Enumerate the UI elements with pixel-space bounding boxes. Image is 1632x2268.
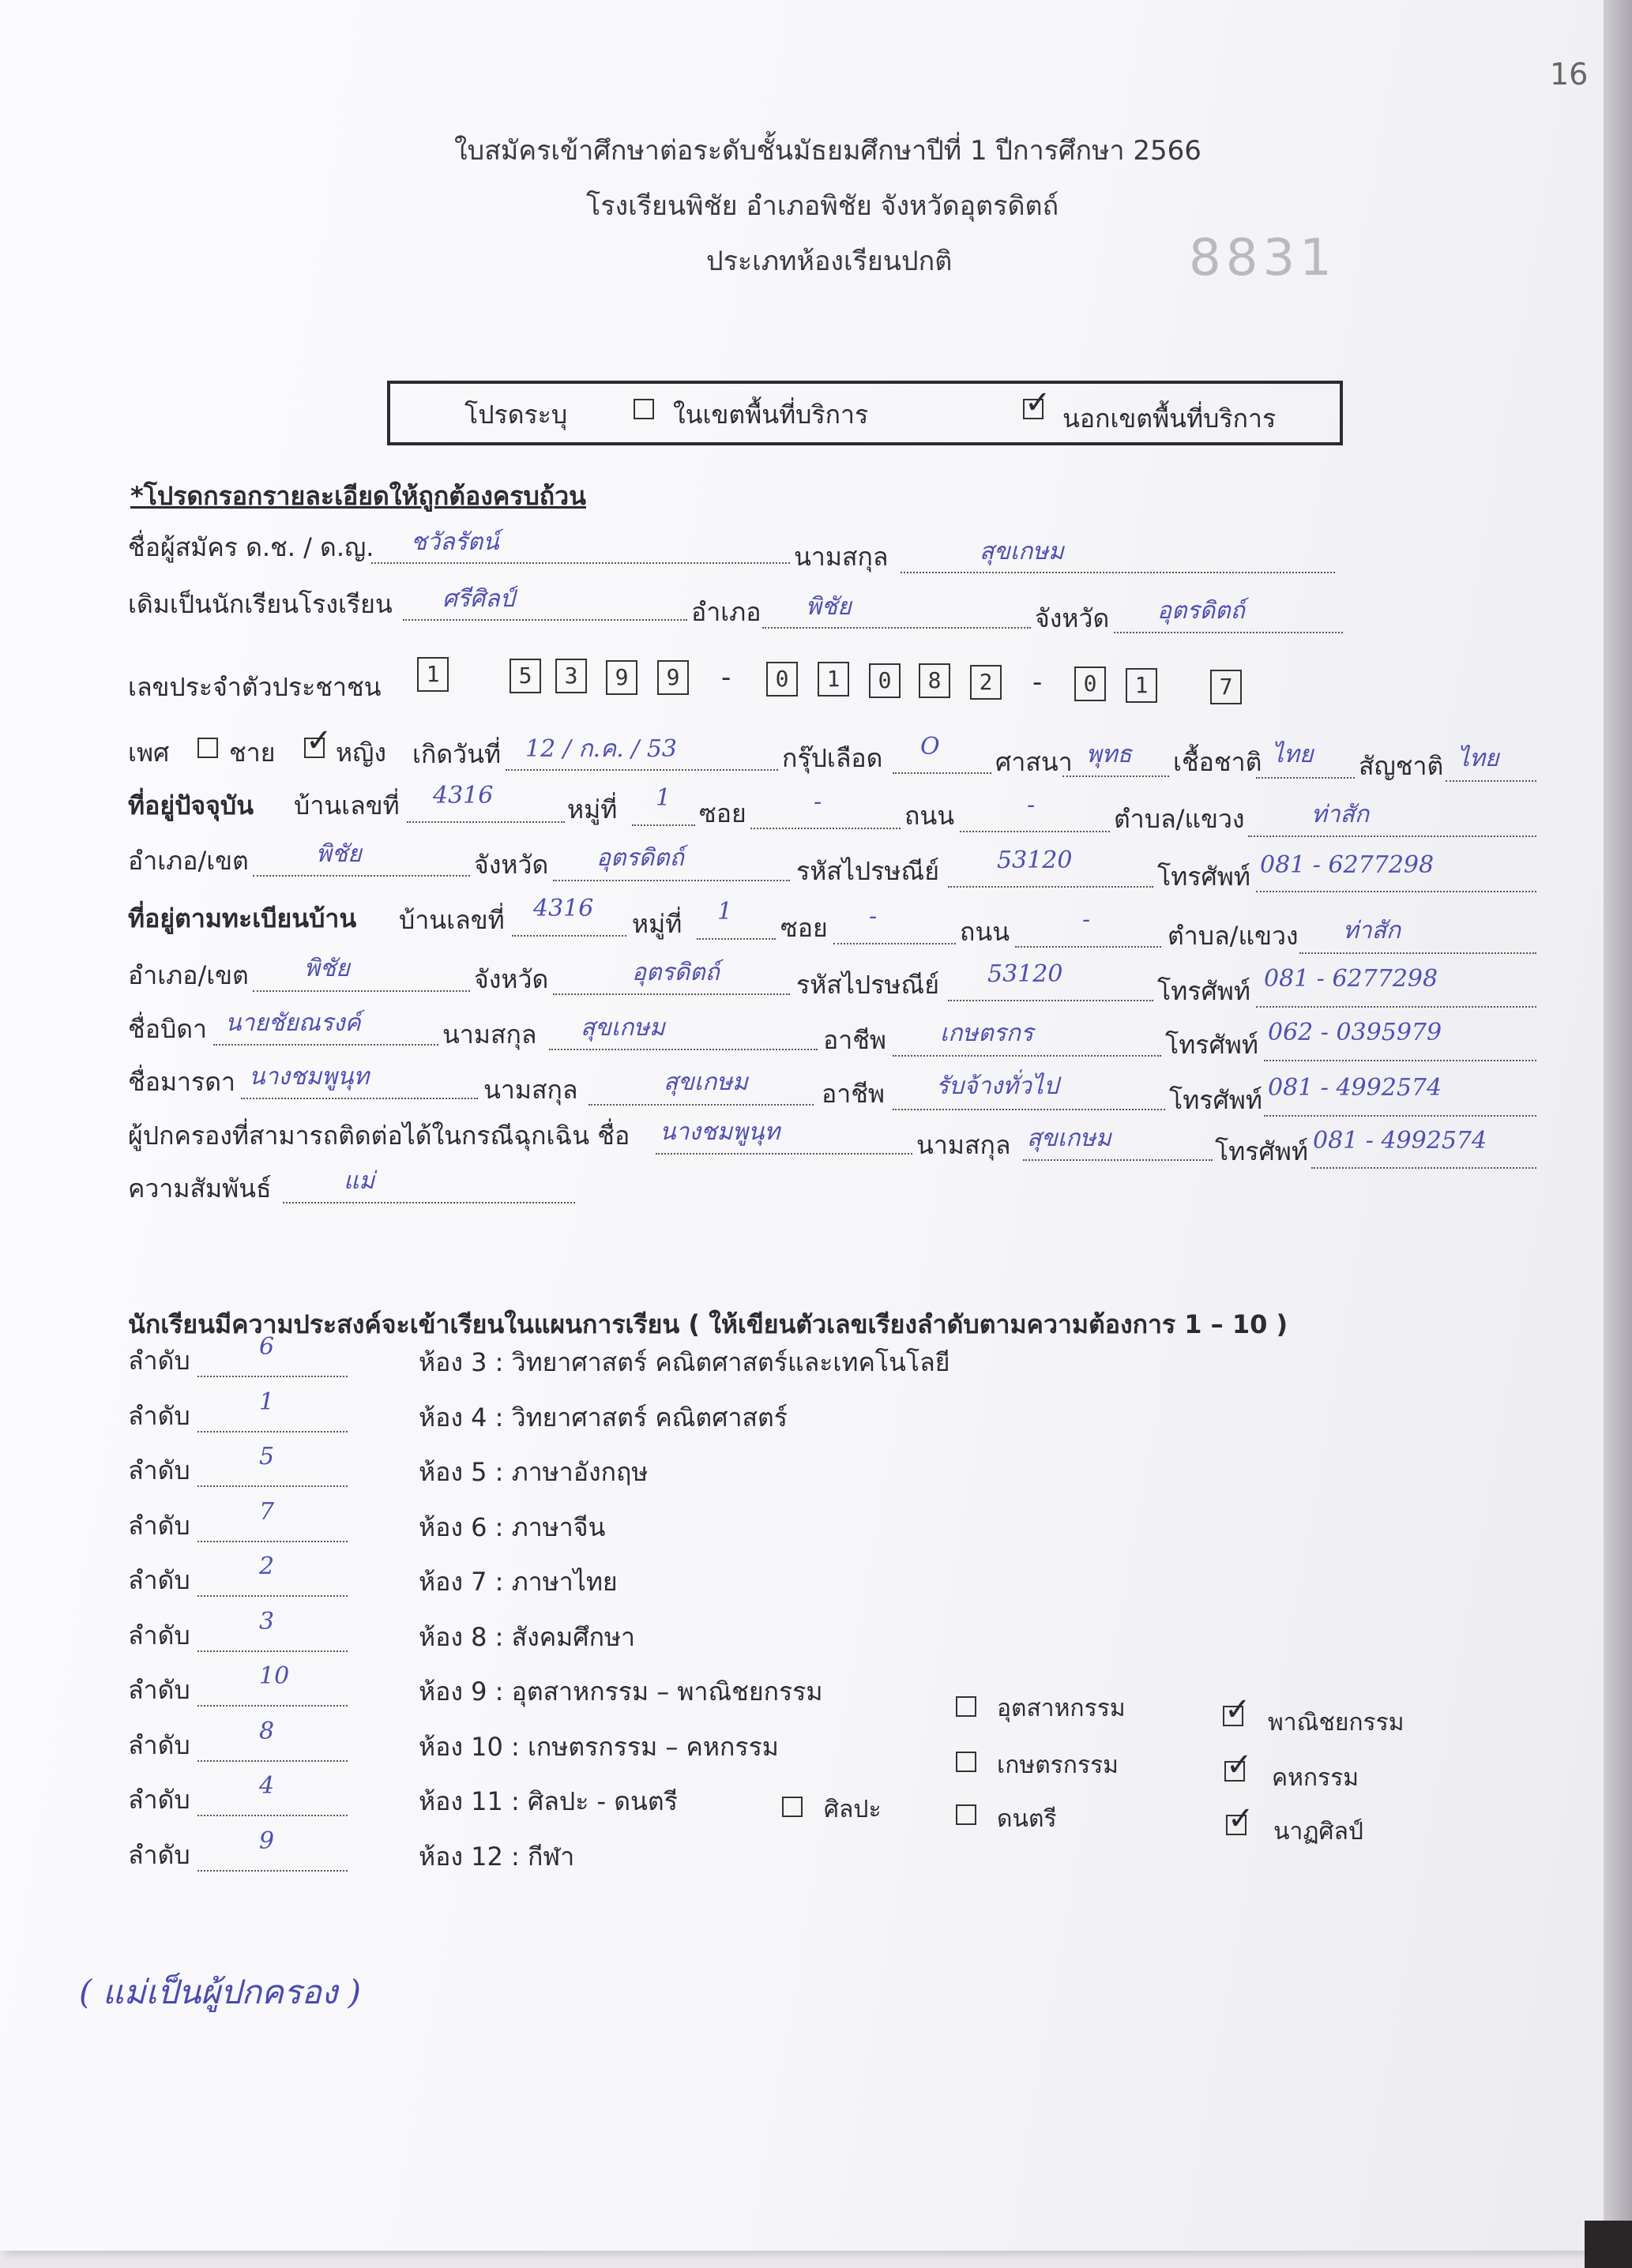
program-rank-label: ลำดับ xyxy=(128,1785,190,1815)
dob-line xyxy=(506,769,778,771)
id-separator: - xyxy=(721,662,731,693)
mother-surname-value[interactable]: สุขเกษม xyxy=(664,1068,748,1096)
program-rank-label: ลำดับ xyxy=(128,1565,190,1595)
registered-phone-line xyxy=(1256,1006,1536,1008)
current-postcode-line xyxy=(948,886,1153,888)
registered-postcode-label: รหัสไปรษณีย์ xyxy=(796,970,939,1000)
in-area-checkbox[interactable] xyxy=(634,399,654,419)
program-room xyxy=(419,1398,788,1438)
id-digit-box[interactable]: 0 xyxy=(766,662,798,697)
current-phone-value[interactable]: 081 - 6277298 xyxy=(1260,851,1435,879)
out-area-label: นอกเขตพื้นที่บริการ xyxy=(1062,404,1277,434)
program-rank-line xyxy=(197,1650,348,1652)
program-rank-label: ลำดับ xyxy=(128,1455,190,1485)
background-corner xyxy=(1585,2221,1632,2268)
current-district-value[interactable]: พิชัย xyxy=(316,840,362,868)
guardian-surname-label: นามสกุล xyxy=(916,1130,1011,1160)
program-rank-value[interactable]: 10 xyxy=(259,1662,290,1690)
id-digit-box[interactable]: 2 xyxy=(970,665,1002,700)
program-rank-label: ลำดับ xyxy=(128,1730,190,1760)
registered-address-title: ที่อยู่ตามทะเบียนบ้าน xyxy=(128,903,357,933)
relation-line xyxy=(283,1202,575,1203)
program-room-number: 4 xyxy=(471,1402,487,1433)
registered-postcode-value[interactable]: 53120 xyxy=(987,960,1063,988)
mother-phone-value[interactable]: 081 - 4992574 xyxy=(1268,1074,1442,1102)
id-digit-box[interactable]: 1 xyxy=(1126,668,1157,703)
program-room-label: ห้อง xyxy=(419,1347,463,1377)
current-province-label: จังหวัด xyxy=(474,850,549,880)
program-room xyxy=(419,1782,678,1822)
registered-soi-line xyxy=(833,943,956,944)
program-room xyxy=(419,1562,618,1602)
registered-road-line xyxy=(1015,946,1161,948)
guardian-phone-line xyxy=(1311,1167,1536,1169)
registered-house-label: บ้านเลขที่ xyxy=(399,905,505,935)
program-rank-value[interactable]: 2 xyxy=(259,1553,275,1580)
program-rank-label: ลำดับ xyxy=(128,1511,190,1541)
program-room-number: 12 xyxy=(471,1842,503,1872)
program-room xyxy=(419,1727,779,1767)
applicant-name-line xyxy=(371,562,790,564)
nationality-label: สัญชาติ xyxy=(1359,751,1444,781)
dob-label: เกิดวันที่ xyxy=(412,739,502,769)
program-colon: : xyxy=(487,1677,512,1707)
header-type: ประเภทห้องเรียนปกติ xyxy=(706,246,953,277)
school-district-line xyxy=(762,627,1031,629)
in-area-label: ในเขตพื้นที่บริการ xyxy=(673,400,869,430)
music-checkbox[interactable] xyxy=(956,1804,976,1825)
current-moo-value[interactable]: 1 xyxy=(656,784,671,812)
religion-value[interactable]: พุทธ xyxy=(1086,741,1132,768)
program-rank-line xyxy=(197,1431,348,1433)
school-line xyxy=(403,619,687,621)
industry-option-label: อุตสาหกรรม xyxy=(997,1695,1126,1722)
program-name: ภาษาจีน xyxy=(511,1512,606,1542)
mother-job-label: อาชีพ xyxy=(822,1079,885,1109)
applicant-name-label: ชื่อผู้สมัคร ด.ช. / ด.ญ. xyxy=(128,532,374,562)
registered-district-label: อำเภอ/เขต xyxy=(128,960,249,990)
sex-label: เพศ xyxy=(128,738,170,768)
id-digit-box[interactable]: 1 xyxy=(417,657,449,692)
industry-checkbox[interactable] xyxy=(956,1696,976,1717)
id-digit-box[interactable]: 1 xyxy=(818,662,849,697)
header-title: ใบสมัครเข้าศึกษาต่อระดับชั้นมัธยมศึกษาปีที่ 1 ปีการศึกษา 2566 xyxy=(454,135,1201,167)
nationality-line xyxy=(1446,780,1536,782)
current-soi-value[interactable]: - xyxy=(814,788,822,816)
blood-value[interactable]: O xyxy=(920,733,940,760)
school-province-value[interactable]: อุตรดิตถ์ xyxy=(1157,597,1245,625)
program-room xyxy=(419,1342,949,1383)
program-rank-value[interactable]: 5 xyxy=(259,1443,275,1470)
program-room-number: 8 xyxy=(471,1622,487,1652)
registered-postcode-line xyxy=(948,1000,1153,1001)
id-digit-box[interactable]: 0 xyxy=(1074,667,1106,701)
program-room-label: ห้อง xyxy=(419,1732,463,1762)
father-job-line xyxy=(893,1055,1161,1057)
program-room-label: ห้อง xyxy=(419,1677,463,1707)
registered-province-label: จังหวัด xyxy=(474,964,549,994)
registered-road-value[interactable]: - xyxy=(1082,906,1091,933)
guardian-name-line xyxy=(656,1153,912,1155)
school-province-line xyxy=(1114,632,1343,633)
program-name: ภาษาไทย xyxy=(511,1567,618,1597)
mother-surname-line xyxy=(588,1104,814,1106)
guardian-phone-value[interactable]: 081 - 4992574 xyxy=(1313,1127,1487,1155)
program-room xyxy=(419,1672,822,1712)
program-rank-label: ลำดับ xyxy=(128,1675,190,1705)
current-moo-label: หมู่ที่ xyxy=(567,794,618,824)
program-room-number: 7 xyxy=(471,1567,487,1597)
registered-house-line xyxy=(512,935,626,937)
program-rank-value[interactable]: 1 xyxy=(259,1388,275,1416)
program-colon: : xyxy=(502,1732,528,1762)
program-colon: : xyxy=(487,1457,512,1487)
music-option-label: ดนตรี xyxy=(997,1805,1057,1833)
program-name: วิทยาศาสตร์ คณิตศาสตร์และเทคโนโลยี xyxy=(511,1347,950,1377)
mother-label: ชื่อมารดา xyxy=(128,1067,235,1097)
handwritten-note: ( แม่เป็นผู้ปกครอง ) xyxy=(79,1973,362,2011)
program-name: ภาษาอังกฤษ xyxy=(511,1457,649,1487)
id-digit-box[interactable]: 7 xyxy=(1210,670,1242,704)
program-room-number: 6 xyxy=(471,1512,487,1542)
school-district-label: อำเภอ xyxy=(691,597,761,627)
programs-title: นักเรียนมีความประสงค์จะเข้าเรียนในแผนการเรียน ( ให้เขียนตัวเลขเรียงลำดับตามความต้องการ 1 – 10 ) xyxy=(128,1309,1288,1339)
school-value[interactable]: ศรีศิลป์ xyxy=(442,585,515,613)
program-colon: : xyxy=(487,1567,512,1597)
father-label: ชื่อบิดา xyxy=(128,1014,207,1044)
religion-label: ศาสนา xyxy=(995,747,1073,777)
current-house-label: บ้านเลขที่ xyxy=(294,790,400,820)
program-room xyxy=(419,1617,635,1658)
relation-label: ความสัมพันธ์ xyxy=(128,1173,272,1203)
program-rank-label: ลำดับ xyxy=(128,1620,190,1650)
id-digit-box[interactable]: 9 xyxy=(606,660,637,695)
program-rank-value[interactable]: 3 xyxy=(259,1608,275,1635)
program-rank-line xyxy=(197,1376,348,1377)
female-label: หญิง xyxy=(336,738,386,768)
registered-phone-label: โทรศัพท์ xyxy=(1157,976,1250,1006)
current-subdistrict-value[interactable]: ท่าสัก xyxy=(1311,801,1370,828)
id-digit-box[interactable]: 9 xyxy=(657,660,689,695)
header-school: โรงเรียนพิชัย อำเภอพิชัย จังหวัดอุตรดิตถ์ xyxy=(586,190,1059,222)
program-rank-line xyxy=(197,1595,348,1597)
race-label: เชื้อชาติ xyxy=(1173,747,1262,777)
check-mark-icon: ✓ xyxy=(306,723,333,759)
school-district-value[interactable]: พิชัย xyxy=(806,593,852,621)
program-room-number: 11 xyxy=(471,1786,503,1816)
current-province-value[interactable]: อุตรดิตถ์ xyxy=(596,844,684,872)
registered-moo-label: หมู่ที่ xyxy=(632,909,683,939)
religion-line xyxy=(1062,775,1169,777)
blood-line xyxy=(893,772,991,774)
program-room-label: ห้อง xyxy=(419,1622,463,1652)
race-value[interactable]: ไทย xyxy=(1272,741,1314,768)
stamp-number: 8831 xyxy=(1189,229,1337,287)
program-rank-value[interactable]: 7 xyxy=(259,1498,275,1526)
guardian-phone-label: โทรศัพท์ xyxy=(1215,1136,1308,1166)
program-room xyxy=(419,1452,648,1493)
father-phone-line xyxy=(1264,1060,1536,1061)
registered-house-value[interactable]: 4316 xyxy=(533,895,594,922)
program-room-label: ห้อง xyxy=(419,1842,463,1872)
program-rank-label: ลำดับ xyxy=(128,1401,190,1431)
check-mark-icon: ✓ xyxy=(1226,1747,1253,1783)
drama-option-label: นาฏศิลป์ xyxy=(1273,1818,1363,1846)
guardian-label: ผู้ปกครองที่สามารถติดต่อได้ในกรณีฉุกเฉิน ชื่อ xyxy=(128,1121,630,1151)
father-job-value[interactable]: เกษตรกร xyxy=(940,1019,1034,1047)
current-province-line xyxy=(553,880,790,881)
program-rank-value[interactable]: 9 xyxy=(259,1827,275,1855)
registered-province-line xyxy=(553,993,790,995)
current-house-line xyxy=(407,821,565,823)
program-room-label: ห้อง xyxy=(419,1457,463,1487)
current-soi-line xyxy=(750,828,901,829)
program-colon: : xyxy=(487,1512,512,1542)
program-rank-line xyxy=(197,1541,348,1542)
mother-job-line xyxy=(893,1109,1165,1110)
current-district-line xyxy=(253,875,470,877)
mother-name-value[interactable]: นางชมพูนุท xyxy=(249,1063,370,1091)
agriculture-checkbox[interactable] xyxy=(956,1752,976,1772)
program-room-number: 9 xyxy=(471,1677,487,1707)
id-digit-box[interactable]: 3 xyxy=(555,659,587,693)
current-phone-label: โทรศัพท์ xyxy=(1157,862,1250,892)
program-colon: : xyxy=(487,1402,512,1433)
current-postcode-label: รหัสไปรษณีย์ xyxy=(796,856,939,886)
father-name-value[interactable]: นายชัยณรงค์ xyxy=(225,1009,361,1037)
mother-job-value[interactable]: รับจ้างทั่วไป xyxy=(936,1072,1059,1100)
father-job-label: อาชีพ xyxy=(823,1025,886,1055)
registered-province-value[interactable]: อุตรดิตถ์ xyxy=(632,959,720,986)
current-road-label: ถนน xyxy=(904,801,955,831)
race-line xyxy=(1256,777,1355,779)
applicant-surname-line xyxy=(901,572,1335,573)
program-room-number: 3 xyxy=(471,1347,487,1377)
program-rank-label: ลำดับ xyxy=(128,1346,190,1376)
male-checkbox[interactable] xyxy=(197,738,218,758)
applicant-name-value[interactable]: ชวัลรัตน์ xyxy=(411,528,499,556)
program-room xyxy=(419,1837,574,1877)
id-separator: - xyxy=(1032,667,1043,698)
program-room xyxy=(419,1508,605,1548)
father-phone-label: โทรศัพท์ xyxy=(1165,1030,1258,1060)
applicant-surname-value[interactable]: สุขเกษม xyxy=(980,538,1064,565)
registered-moo-value[interactable]: 1 xyxy=(717,898,733,926)
current-soi-label: ซอย xyxy=(699,798,746,828)
program-rank-value[interactable]: 6 xyxy=(259,1333,275,1361)
current-subdistrict-label: ตำบล/แขวง xyxy=(1114,804,1245,834)
registered-soi-value[interactable]: - xyxy=(869,903,878,930)
program-rank-line xyxy=(197,1870,348,1872)
program-name: เกษตรกรรม – คหกรรม xyxy=(527,1732,779,1762)
program-rank-value[interactable]: 8 xyxy=(259,1718,275,1745)
current-house-value[interactable]: 4316 xyxy=(433,782,494,809)
page-mark: 16 xyxy=(1550,57,1589,92)
mother-phone-line xyxy=(1264,1115,1536,1117)
id-card-label: เลขประจำตัวประชาชน xyxy=(128,672,382,702)
registered-road-label: ถนน xyxy=(960,917,1010,947)
program-rank-line xyxy=(197,1705,348,1707)
mother-surname-label: นามสกุล xyxy=(483,1075,578,1105)
relation-value[interactable]: แม่ xyxy=(344,1167,375,1195)
program-rank-line xyxy=(197,1485,348,1487)
current-address-title: ที่อยู่ปัจจุบัน xyxy=(128,790,254,820)
area-label: โปรดระบุ xyxy=(464,400,568,430)
father-surname-label: นามสกุล xyxy=(442,1019,537,1050)
home-econ-option-label: คหกรรม xyxy=(1272,1764,1359,1792)
program-rank-line xyxy=(197,1815,348,1816)
commerce-option-label: พาณิชยกรรม xyxy=(1268,1709,1404,1737)
father-surname-value[interactable]: สุขเกษม xyxy=(581,1014,665,1042)
check-mark-icon: ✓ xyxy=(1025,385,1051,421)
guardian-surname-value[interactable]: สุขเกษม xyxy=(1027,1125,1111,1152)
registered-soi-label: ซอย xyxy=(780,913,828,943)
program-room-label: ห้อง xyxy=(419,1567,463,1597)
male-label: ชาย xyxy=(229,738,276,768)
program-room-label: ห้อง xyxy=(419,1786,463,1816)
program-name: อุตสาหกรรม – พาณิชยกรรม xyxy=(511,1677,823,1707)
registered-moo-line xyxy=(697,938,776,940)
program-rank-label: ลำดับ xyxy=(128,1840,190,1870)
program-rank-value[interactable]: 4 xyxy=(259,1772,275,1800)
check-mark-icon: ✓ xyxy=(1224,1692,1251,1728)
program-room-label: ห้อง xyxy=(419,1512,463,1542)
mother-phone-label: โทรศัพท์ xyxy=(1169,1085,1262,1115)
program-name: กีฬา xyxy=(527,1842,575,1872)
program-colon: : xyxy=(502,1786,528,1816)
program-name: วิทยาศาสตร์ คณิตศาสตร์ xyxy=(511,1402,788,1433)
program-colon: : xyxy=(487,1622,512,1652)
page-edge xyxy=(1604,0,1632,2268)
program-room-number: 10 xyxy=(471,1732,503,1762)
current-postcode-value[interactable]: 53120 xyxy=(997,847,1073,874)
check-mark-icon: ✓ xyxy=(1228,1801,1254,1837)
father-phone-value[interactable]: 062 - 0395979 xyxy=(1268,1019,1442,1046)
program-colon: : xyxy=(502,1842,528,1872)
current-road-value[interactable]: - xyxy=(1027,791,1036,819)
father-name-line xyxy=(213,1044,438,1046)
father-surname-line xyxy=(549,1049,818,1050)
program-name: ศิลปะ - ดนตรี xyxy=(527,1786,678,1816)
blood-label: กรุ๊ปเลือด xyxy=(782,743,883,773)
guardian-surname-line xyxy=(1023,1159,1213,1161)
id-digit-box[interactable]: 8 xyxy=(919,663,950,698)
id-digit-box[interactable]: 0 xyxy=(869,663,901,698)
program-room-number: 5 xyxy=(471,1457,487,1487)
current-road-line xyxy=(960,831,1110,832)
registered-subdistrict-label: ตำบล/แขวง xyxy=(1168,921,1299,951)
nationality-value[interactable]: ไทย xyxy=(1457,745,1499,772)
registered-district-line xyxy=(253,990,470,992)
instruction: *โปรดกรอกรายละเอียดให้ถูกต้องครบถ้วน xyxy=(130,481,586,511)
program-room-label: ห้อง xyxy=(419,1402,463,1433)
registered-phone-value[interactable]: 081 - 6277298 xyxy=(1264,965,1438,993)
current-phone-line xyxy=(1256,891,1536,892)
id-digit-box[interactable]: 5 xyxy=(510,659,541,693)
agriculture-option-label: เกษตรกรรม xyxy=(997,1752,1119,1779)
program-colon: : xyxy=(487,1347,512,1377)
art-checkbox[interactable] xyxy=(782,1797,803,1817)
registered-district-value[interactable]: พิชัย xyxy=(304,955,350,982)
registered-subdistrict-value[interactable]: ท่าสัก xyxy=(1343,917,1401,944)
guardian-name-value[interactable]: นางชมพูนุท xyxy=(660,1118,780,1146)
art-option-label: ศิลปะ xyxy=(824,1796,882,1823)
dob-value[interactable]: 12 / ก.ค. / 53 xyxy=(525,735,678,763)
program-rank-line xyxy=(197,1760,348,1762)
school-label: เดิมเป็นนักเรียนโรงเรียน xyxy=(128,589,393,619)
school-province-label: จังหวัด xyxy=(1035,603,1110,633)
mother-name-line xyxy=(241,1098,478,1099)
program-name: สังคมศึกษา xyxy=(511,1622,635,1652)
current-moo-line xyxy=(632,824,695,826)
current-district-label: อำเภอ/เขต xyxy=(128,846,249,876)
registered-subdistrict-line xyxy=(1299,952,1536,954)
applicant-surname-label: นามสกุล xyxy=(794,542,889,572)
current-subdistrict-line xyxy=(1248,835,1536,837)
